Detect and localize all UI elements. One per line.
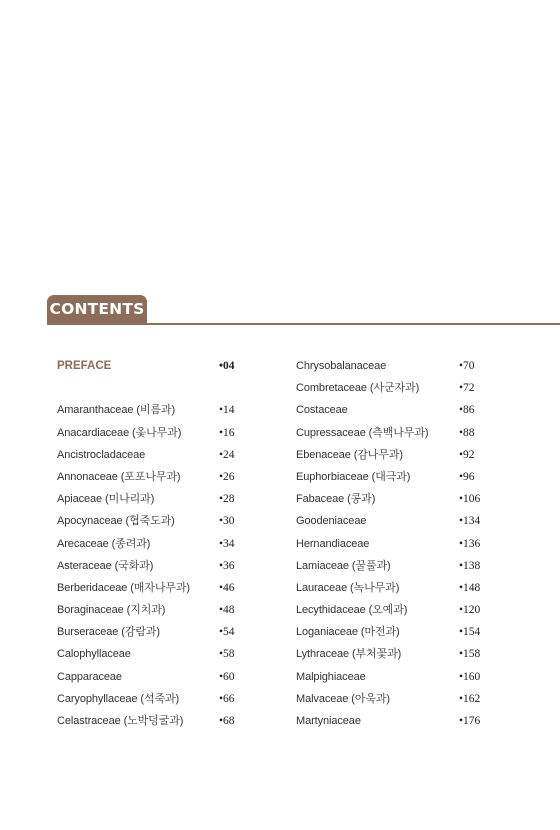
toc-entry-name: Calophyllaceae <box>57 648 131 661</box>
toc-entry[interactable] <box>296 555 482 577</box>
toc-entry[interactable] <box>296 422 482 444</box>
toc-entry-name: Celastraceae (노박덩굴과) <box>57 715 184 727</box>
toc-entry-page: •26 <box>219 470 235 483</box>
toc-entry-name: Anacardiaceae (옻나무과) <box>57 426 182 439</box>
toc-entry-page: •96 <box>459 470 475 483</box>
toc-entry-page: •30 <box>219 515 235 528</box>
toc-entry[interactable] <box>296 621 482 643</box>
toc-entry-name: Lauraceae (녹나무과) <box>296 581 400 594</box>
toc-entry-name: Caryophyllaceae (석죽과) <box>57 692 180 705</box>
toc-entry-page: •70 <box>459 360 475 372</box>
toc-entry[interactable] <box>296 377 482 399</box>
toc-entry-name: Chrysobalanaceae <box>296 360 387 372</box>
toc-entry[interactable] <box>296 577 482 599</box>
toc-entry-name: Lythraceae (부처꽃과) <box>296 648 402 661</box>
toc-entry-page: •148 <box>459 581 481 594</box>
toc-right-column <box>296 355 482 732</box>
toc-entry-page: •134 <box>459 515 481 528</box>
toc-entry[interactable] <box>296 688 482 710</box>
toc-entry-page: •04 <box>219 360 235 372</box>
toc-entry-page: •48 <box>219 604 235 617</box>
toc-entry-name: Fabaceae (콩과) <box>296 493 376 506</box>
toc-entry-page: •60 <box>219 670 235 683</box>
toc-entry-name: Malpighiaceae <box>296 670 366 683</box>
toc-right-list <box>296 355 482 732</box>
toc-left-list <box>57 399 237 732</box>
toc-entry-page: •24 <box>219 448 235 461</box>
toc-left-column <box>57 355 237 732</box>
toc-entry-name: Loganiaceae (마전과) <box>296 626 400 639</box>
toc-entry-page: •54 <box>219 626 235 639</box>
toc-entry-name: Ancistrocladaceae <box>57 448 146 461</box>
toc-entry-name: Costaceae <box>296 404 348 417</box>
toc-entry[interactable] <box>57 599 237 621</box>
toc-entry-name: Lecythidaceae (오예과) <box>296 604 408 617</box>
toc-entry-name: Hernandiaceae <box>296 537 370 550</box>
toc-entry-name: Cupressaceae (측백나무과) <box>296 426 429 439</box>
toc-entry-page: •34 <box>219 537 235 550</box>
toc-entry-name: PREFACE <box>57 360 112 372</box>
toc-entry-name: Apiaceae (미나리과) <box>57 493 155 506</box>
toc-entry[interactable] <box>296 643 482 665</box>
toc-entry-name: Annonaceae (포포나무과) <box>57 470 181 483</box>
toc-entry-page: •36 <box>219 559 235 572</box>
toc-entry[interactable] <box>296 510 482 532</box>
toc-entry[interactable] <box>296 488 482 510</box>
toc-entry[interactable] <box>57 399 237 421</box>
toc-entry[interactable] <box>57 466 237 488</box>
toc-entry-name: Euphorbiaceae (대극과) <box>296 470 411 483</box>
toc-entry-page: •16 <box>219 426 235 439</box>
toc-entry-page: •154 <box>459 626 481 639</box>
toc-entry-name: Ebenaceae (감나무과) <box>296 448 403 461</box>
toc-entry-name: Boraginaceae (지치과) <box>57 604 166 617</box>
toc-entry-name: Malvaceae (아욱과) <box>296 692 390 705</box>
toc-entry[interactable] <box>296 355 482 377</box>
toc-entry-name: Amaranthaceae (비름과) <box>57 404 176 417</box>
toc-entry-name: Apocynaceae (협죽도과) <box>57 515 175 528</box>
toc-entry-page: •28 <box>219 493 235 506</box>
toc-entry[interactable] <box>57 488 237 510</box>
toc-entry-page: •158 <box>459 648 481 661</box>
toc-entry-name: Arecaceae (종려과) <box>57 537 151 550</box>
toc-entry-page: •66 <box>219 692 235 705</box>
toc-entry[interactable] <box>296 533 482 555</box>
toc-spacer <box>57 377 237 399</box>
toc-entry-page: •120 <box>459 604 481 617</box>
toc-entry-page: •106 <box>459 493 481 506</box>
toc-entry[interactable] <box>57 422 237 444</box>
toc-entry[interactable] <box>296 666 482 688</box>
contents-heading: CONTENTS <box>47 295 147 324</box>
toc-entry[interactable] <box>57 666 237 688</box>
toc-entry-page: •136 <box>459 537 481 550</box>
toc-entry-name: Berberidaceae (매자나무과) <box>57 581 190 594</box>
toc-entry-page: •58 <box>219 648 235 661</box>
toc-entry-page: •176 <box>459 715 481 727</box>
toc-entry[interactable] <box>57 710 237 732</box>
toc-entry-page: •14 <box>219 404 235 417</box>
toc-entry[interactable] <box>57 643 237 665</box>
toc-entry-page: •160 <box>459 670 481 683</box>
toc-entry-preface[interactable] <box>57 355 237 377</box>
toc-entry[interactable] <box>57 555 237 577</box>
toc-entry[interactable] <box>57 444 237 466</box>
toc-entry[interactable] <box>296 444 482 466</box>
toc-entry-name: Burseraceae (감람과) <box>57 626 160 639</box>
contents-divider <box>47 323 560 325</box>
toc-entry-page: •46 <box>219 581 235 594</box>
toc-entry-name: Combretaceae (사군자과) <box>296 382 420 395</box>
toc-entry-page: •88 <box>459 426 475 439</box>
toc-entry-name: Capparaceae <box>57 670 122 683</box>
toc-entry[interactable] <box>296 466 482 488</box>
toc-entry-page: •86 <box>459 404 475 417</box>
toc-entry-page: •92 <box>459 448 475 461</box>
toc-entry-page: •138 <box>459 559 481 572</box>
toc-entry-name: Lamiaceae (꿀풀과) <box>296 559 391 572</box>
toc-entry-name: Martyniaceae <box>296 715 361 727</box>
toc-entry-page: •162 <box>459 692 481 705</box>
toc-entry-name: Goodeniaceae <box>296 515 367 528</box>
toc-entry[interactable] <box>57 688 237 710</box>
toc-entry[interactable] <box>57 510 237 532</box>
toc-entry[interactable] <box>57 577 237 599</box>
toc-entry-page: •72 <box>459 382 475 395</box>
toc-entry-name: Asteraceae (국화과) <box>57 559 154 572</box>
toc-entry[interactable] <box>57 621 237 643</box>
toc-entry-page: •68 <box>219 715 235 727</box>
toc-entry[interactable] <box>296 599 482 621</box>
toc-entry[interactable] <box>296 710 482 732</box>
toc-entry[interactable] <box>296 399 482 421</box>
toc-entry[interactable] <box>57 533 237 555</box>
